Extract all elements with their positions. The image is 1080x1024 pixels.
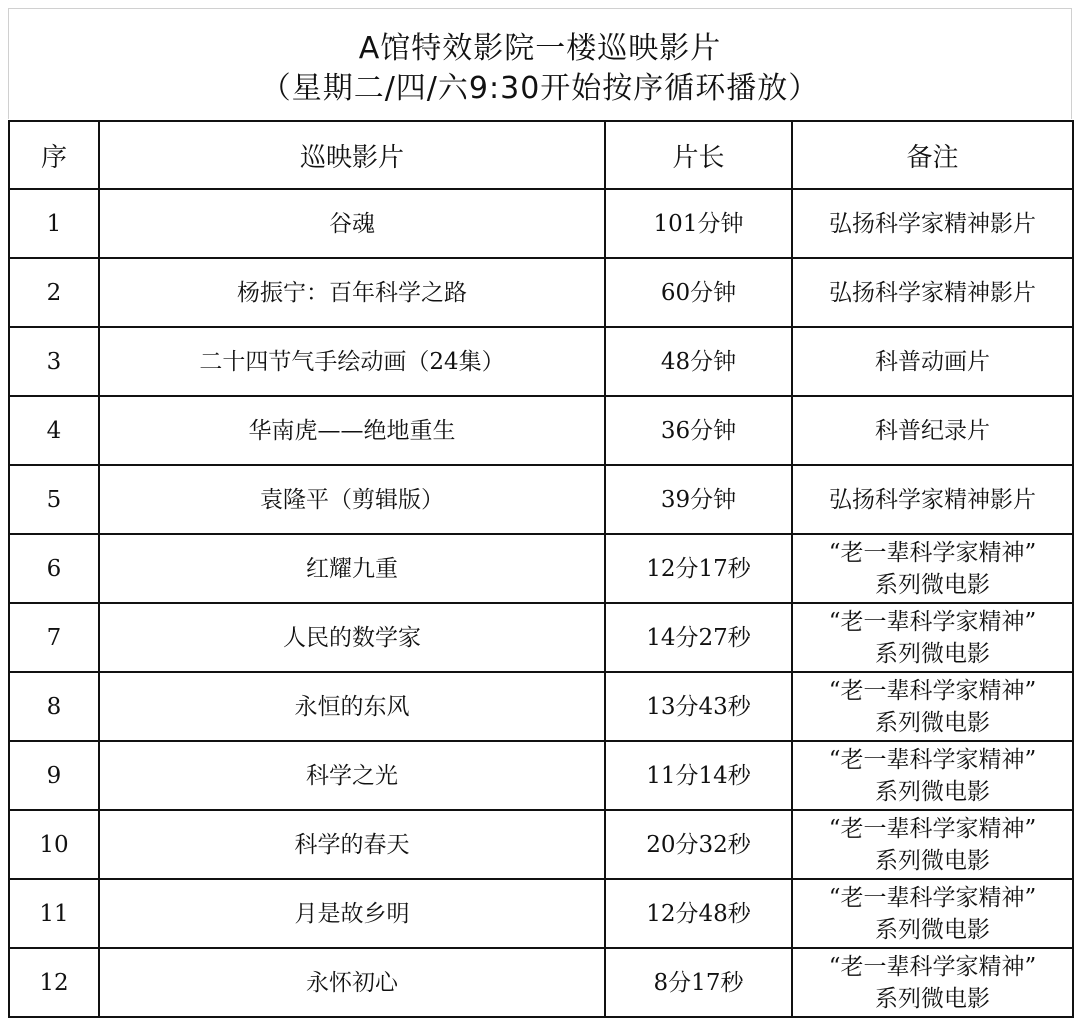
cell-duration: 14分27秒 [605, 603, 792, 672]
cell-film: 科学的春天 [99, 810, 605, 879]
table-row [9, 810, 1073, 879]
table-header-row [9, 121, 1073, 189]
cell-film: 人民的数学家 [99, 603, 605, 672]
header-note: 备注 [792, 121, 1073, 189]
cell-film: 谷魂 [99, 189, 605, 258]
note-line: 系列微电影 [875, 916, 990, 943]
cell-film: 杨振宁：百年科学之路 [99, 258, 605, 327]
cell-note [792, 672, 1073, 741]
note-line: “老一辈科学家精神” [828, 815, 1037, 842]
note-line: 科普动画片 [875, 348, 990, 375]
table-row [9, 327, 1073, 396]
table-row [9, 741, 1073, 810]
cell-film: 二十四节气手绘动画（24集） [99, 327, 605, 396]
cell-duration: 60分钟 [605, 258, 792, 327]
cell-duration: 48分钟 [605, 327, 792, 396]
note-line: 系列微电影 [875, 709, 990, 736]
cell-number: 4 [9, 396, 99, 465]
cell-note [792, 189, 1073, 258]
cell-number: 8 [9, 672, 99, 741]
cell-number: 10 [9, 810, 99, 879]
cell-duration: 101分钟 [605, 189, 792, 258]
header-duration: 片长 [605, 121, 792, 189]
cell-number: 9 [9, 741, 99, 810]
schedule-table [8, 120, 1074, 1018]
note-line: “老一辈科学家精神” [828, 539, 1037, 566]
note-line: 系列微电影 [875, 571, 990, 598]
note-line: “老一辈科学家精神” [828, 608, 1037, 635]
cell-number: 11 [9, 879, 99, 948]
header-number: 序 [9, 121, 99, 189]
cell-number: 1 [9, 189, 99, 258]
table-row [9, 603, 1073, 672]
cell-note [792, 810, 1073, 879]
table-row [9, 672, 1073, 741]
cell-duration: 36分钟 [605, 396, 792, 465]
cell-number: 6 [9, 534, 99, 603]
note-line: 系列微电影 [875, 847, 990, 874]
cell-film: 月是故乡明 [99, 879, 605, 948]
cell-number: 5 [9, 465, 99, 534]
note-line: “老一辈科学家精神” [828, 677, 1037, 704]
note-line: “老一辈科学家精神” [828, 884, 1037, 911]
page-subtitle: （星期二/四/六9:30开始按序循环播放） [260, 71, 820, 106]
cell-note [792, 879, 1073, 948]
cell-duration: 20分32秒 [605, 810, 792, 879]
cell-film: 科学之光 [99, 741, 605, 810]
note-line: “老一辈科学家精神” [828, 953, 1037, 980]
page-title: A馆特效影院一楼巡映影片 [358, 31, 722, 66]
cell-duration: 12分48秒 [605, 879, 792, 948]
note-line: 弘扬科学家精神影片 [829, 279, 1036, 306]
note-line: 科普纪录片 [875, 417, 990, 444]
cell-number: 7 [9, 603, 99, 672]
cell-film: 红耀九重 [99, 534, 605, 603]
cell-number: 12 [9, 948, 99, 1017]
cell-duration: 8分17秒 [605, 948, 792, 1017]
cell-note [792, 534, 1073, 603]
cell-note [792, 603, 1073, 672]
cell-note [792, 396, 1073, 465]
cell-note [792, 258, 1073, 327]
table-body [9, 189, 1073, 1017]
table-row [9, 189, 1073, 258]
cell-film: 华南虎——绝地重生 [99, 396, 605, 465]
note-line: 弘扬科学家精神影片 [829, 210, 1036, 237]
cell-duration: 39分钟 [605, 465, 792, 534]
table-row [9, 879, 1073, 948]
table-row [9, 948, 1073, 1017]
cell-note [792, 741, 1073, 810]
note-line: 弘扬科学家精神影片 [829, 486, 1036, 513]
note-line: 系列微电影 [875, 640, 990, 667]
cell-duration: 11分14秒 [605, 741, 792, 810]
cell-duration: 12分17秒 [605, 534, 792, 603]
cell-duration: 13分43秒 [605, 672, 792, 741]
note-line: 系列微电影 [875, 778, 990, 805]
cell-number: 2 [9, 258, 99, 327]
cell-film: 袁隆平（剪辑版） [99, 465, 605, 534]
cell-note [792, 327, 1073, 396]
note-line: 系列微电影 [875, 985, 990, 1012]
table-row [9, 534, 1073, 603]
cell-film: 永怀初心 [99, 948, 605, 1017]
table-row [9, 258, 1073, 327]
table-row [9, 465, 1073, 534]
cell-number: 3 [9, 327, 99, 396]
cell-film: 永恒的东风 [99, 672, 605, 741]
note-line: “老一辈科学家精神” [828, 746, 1037, 773]
header-film: 巡映影片 [99, 121, 605, 189]
cell-note [792, 948, 1073, 1017]
document-page [8, 8, 1072, 1018]
title-box [8, 8, 1072, 119]
table-row [9, 396, 1073, 465]
cell-note [792, 465, 1073, 534]
